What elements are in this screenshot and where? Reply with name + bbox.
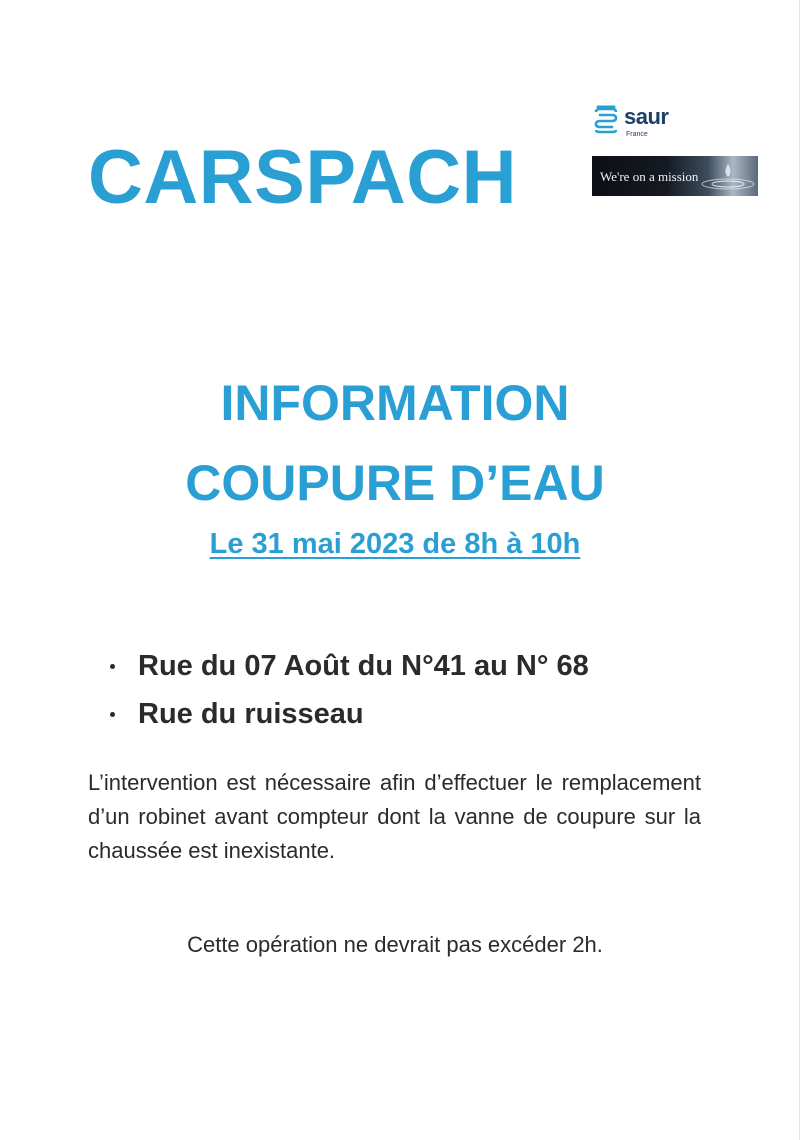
footer-note: Cette opération ne devrait pas excéder 2h. [187, 932, 603, 957]
mission-banner [592, 156, 758, 196]
water-drop-icon [700, 160, 756, 192]
saur-country: France [626, 131, 648, 138]
date-line: Le 31 mai 2023 de 8h à 10h [209, 528, 581, 560]
bullet-icon [110, 664, 115, 669]
bullet-icon [110, 712, 115, 717]
town-title: CARSPACH [88, 135, 518, 220]
headline-coupure: COUPURE D’EAU [185, 455, 605, 511]
saur-brand [592, 100, 682, 144]
street-list [110, 646, 589, 742]
street-item [110, 694, 589, 742]
body-paragraph: L’intervention est nécessaire afin d’effectuer le remplacement d’un robinet avant compteur dont la vanne de coupure sur la chaussée est inexistante. [88, 770, 701, 863]
street-label: Rue du 07 Août du N°41 au N° 68 [138, 650, 589, 682]
street-label: Rue du ruisseau [138, 698, 364, 730]
street-item [110, 646, 589, 694]
mission-slogan: We're on a mission [600, 169, 699, 184]
headline-information: INFORMATION [220, 375, 570, 431]
saur-wave-icon [592, 104, 620, 134]
page-edge [799, 0, 800, 1140]
saur-brand-name: saur [624, 104, 669, 129]
